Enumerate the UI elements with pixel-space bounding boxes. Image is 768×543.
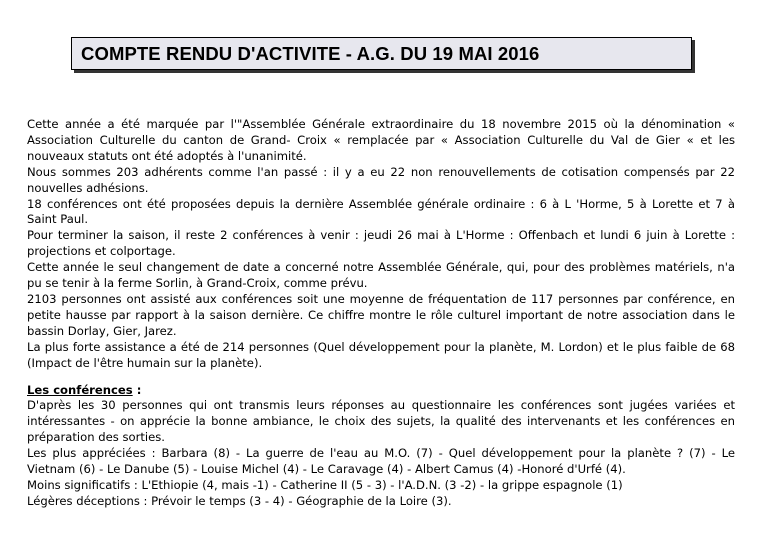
paragraph-less-significant: Moins significatifs : L'Ethiopie (4, mais -1) - Catherine II (5 - 3) - l'A.D.N. (3 -2) - la grippe espagnole (1) bbox=[27, 477, 623, 492]
paragraph-most-appreciated: Les plus appréciées : Barbara (8) - La guerre de l'eau au M.O. (7) - Quel développement pour la planète ? (7) - Le Vietnam (6) - Le Danube (5) - Louise Michel (4) - Le Caravage (4) - Albert Camus (4) -Honoré d'Urfé (4). bbox=[27, 446, 735, 477]
paragraph-conferences-count: 18 conférences ont été proposées depuis la dernière Assemblée générale ordinaire : 6 à L 'Horme, 5 à Lorette et 7 à Saint Paul. bbox=[27, 196, 735, 227]
conferences-section bbox=[27, 398, 735, 509]
paragraph-agm-extraordinary: Cette année a été marquée par l'"Assemblée Générale extraordinaire du 18 novembre 2015 où la dénomination « Association Culturelle du canton de Grand- Croix « remplacée par « Association Culturelle du Val de Gier « et les nouveaux statuts ont été adoptés à l'unanimité. bbox=[27, 117, 735, 163]
paragraph-upcoming: Pour terminer la saison, il reste 2 conférences à venir : jeudi 26 mai à L'Horme : Offenbach et lundi 6 juin à Lorette : projections et colportage. bbox=[27, 228, 735, 259]
conferences-heading-colon: : bbox=[132, 382, 142, 397]
paragraph-max-min: La plus forte assistance a été de 214 personnes (Quel développement pour la planète, M. Lordon) et le plus faible de 68 (Impact de l'être humain sur la planète). bbox=[27, 339, 735, 370]
paragraph-disappointments: Légères déceptions : Prévoir le temps (3 - 4) - Géographie de la Loire (3). bbox=[27, 493, 452, 508]
paragraph-attendance: 2103 personnes ont assisté aux conférences soit une moyenne de fréquentation de 117 personnes par conférence, en petite hausse par rapport à la saison dernière. Ce chiffre montre le rôle culturel important de notre association dans le bassin Dorlay, Gier, Jarez. bbox=[27, 291, 735, 338]
title-box bbox=[71, 37, 692, 70]
paragraph-date-change: Cette année le seul changement de date a concerné notre Assemblée Générale, qui, pour des problèmes matériels, n'a pu se tenir à la ferme Sorlin, à Grand-Croix, comme prévu. bbox=[27, 260, 735, 291]
conferences-heading-row bbox=[27, 383, 735, 399]
paragraph-members: Nous sommes 203 adhérents comme l'an passé : il y a eu 22 non renouvellements de cotisation compensés par 22 nouvelles adhésions. bbox=[27, 164, 735, 195]
paragraph-survey: D'après les 30 personnes qui ont transmis leurs réponses au questionnaire les conférences sont jugées variées et intéressantes - on apprécie la bonne ambiance, le choix des sujets, la qualité des intervenants et les conférences en préparation des sorties. bbox=[27, 398, 735, 445]
document-body bbox=[27, 117, 735, 510]
page-title: COMPTE RENDU D'ACTIVITE - A.G. DU 19 MAI 2016 bbox=[81, 42, 540, 64]
intro-section bbox=[27, 117, 735, 372]
conferences-heading: Les conférences bbox=[27, 382, 133, 397]
